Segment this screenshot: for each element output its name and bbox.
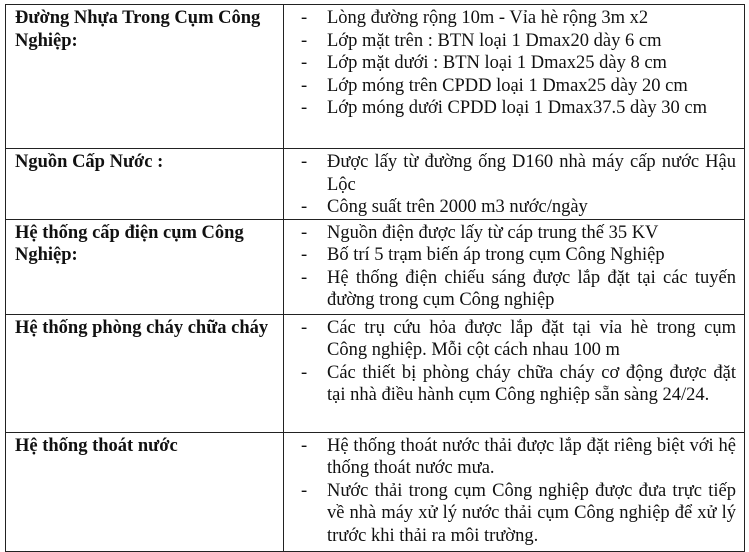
list-item: - Nguồn điện được lấy từ cáp trung thế 35 KV — [327, 222, 736, 245]
list-item: - Công suất trên 2000 m3 nước/ngày — [327, 196, 736, 219]
table-row — [6, 314, 745, 432]
row-label: Nguồn Cấp Nước : — [6, 149, 284, 220]
list-item: - Lớp móng dưới CPDD loại 1 Dmax37.5 dày 30 cm — [327, 97, 736, 120]
row-details — [284, 219, 745, 314]
row-label: Hệ thống thoát nước — [6, 432, 284, 551]
table-row — [6, 149, 745, 220]
table-row — [6, 219, 745, 314]
row-label: Hệ thống phòng cháy chữa cháy — [6, 314, 284, 432]
list-item: - Lớp mặt dưới : BTN loại 1 Dmax25 dày 8 cm — [327, 52, 736, 75]
table-row — [6, 5, 745, 149]
row-details — [284, 432, 745, 551]
list-item: - Các trụ cứu hỏa được lắp đặt tại vỉa hè trong cụm Công nghiệp. Mỗi cột cách nhau 100 m — [327, 317, 736, 362]
list-item: - Bố trí 5 trạm biến áp trong cụm Công Nghiệp — [327, 244, 736, 267]
list-item: - Nước thải trong cụm Công nghiệp được đưa trực tiếp về nhà máy xử lý nước thải cụm Công nghiệp để xử lý trước khi thải ra môi trường. — [327, 480, 736, 548]
infrastructure-table — [5, 4, 745, 552]
table-row — [6, 432, 745, 551]
list-item: - Hệ thống điện chiếu sáng được lắp đặt tại các tuyến đường trong cụm Công nghiệp — [327, 267, 736, 312]
list-item: - Lòng đường rộng 10m - Vỉa hè rộng 3m x2 — [327, 7, 736, 30]
list-item: - Lớp móng trên CPDD loại 1 Dmax25 dày 20 cm — [327, 75, 736, 98]
detail-list — [293, 7, 736, 120]
list-item: - Được lấy từ đường ống D160 nhà máy cấp nước Hậu Lộc — [327, 151, 736, 196]
list-item: - Hệ thống thoát nước thải được lắp đặt riêng biệt với hệ thống thoát nước mưa. — [327, 435, 736, 480]
row-label: Hệ thống cấp điện cụm Công Nghiệp: — [6, 219, 284, 314]
row-details — [284, 5, 745, 149]
list-item: - Lớp mặt trên : BTN loại 1 Dmax20 dày 6 cm — [327, 30, 736, 53]
row-details — [284, 149, 745, 220]
detail-list — [293, 222, 736, 312]
detail-list — [293, 435, 736, 548]
row-details — [284, 314, 745, 432]
detail-list — [293, 317, 736, 407]
row-label: Đường Nhựa Trong Cụm Công Nghiệp: — [6, 5, 284, 149]
list-item: - Các thiết bị phòng cháy chữa cháy cơ động được đặt tại nhà điều hành cụm Công nghiệp sẵn sàng 24/24. — [327, 362, 736, 407]
detail-list — [293, 151, 736, 219]
